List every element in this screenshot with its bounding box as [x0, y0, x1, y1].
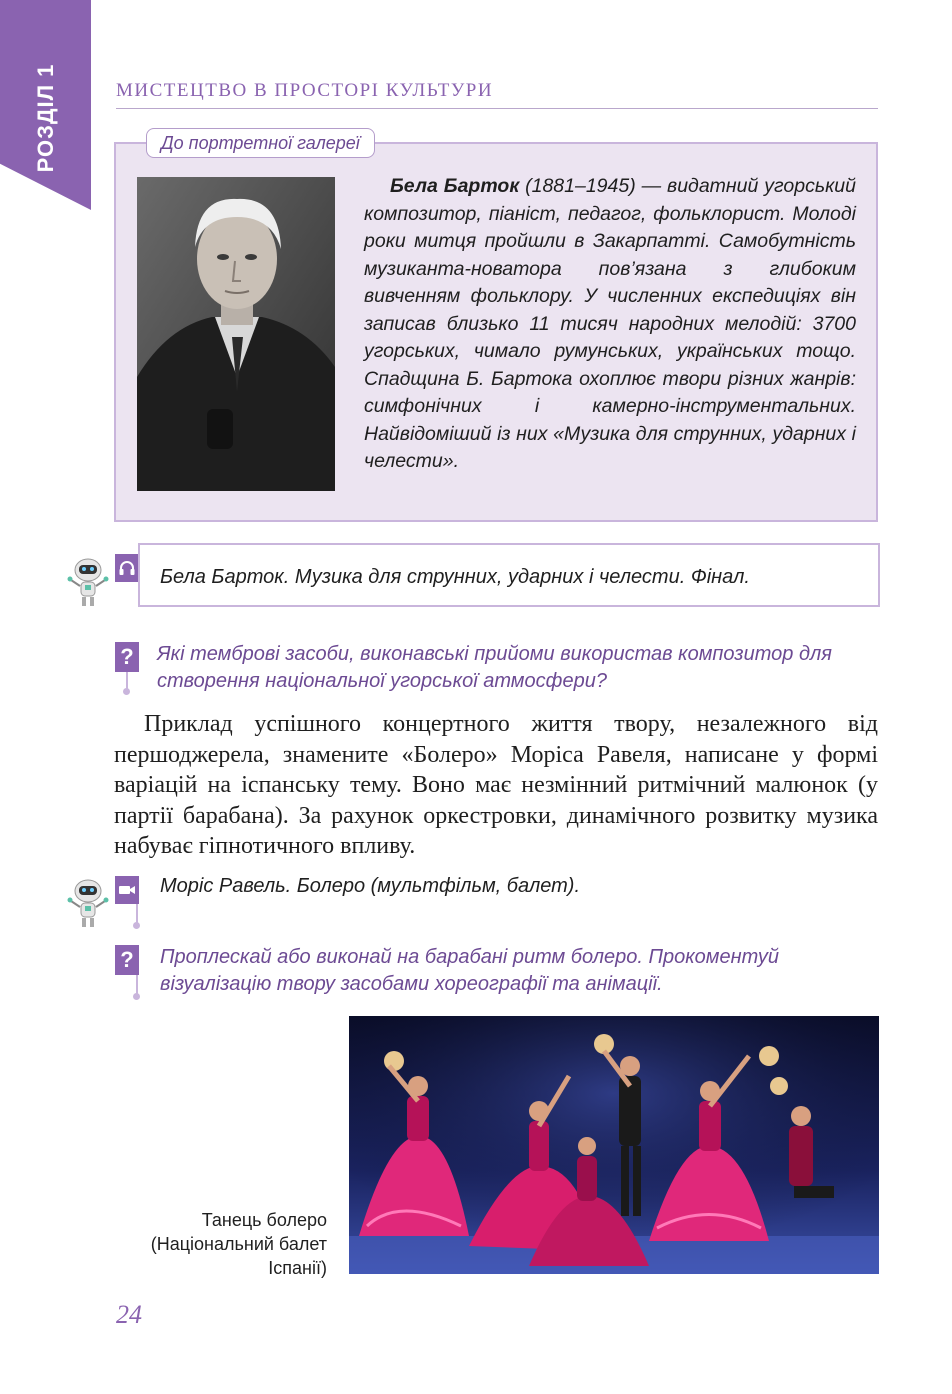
caption-line: Танець болеро [201, 1210, 327, 1230]
portrait-photo [137, 177, 335, 491]
question-1-text: Які темброві засоби, виконавські прийоми використав композитор для створення національної угорської атмосфери? [157, 643, 832, 692]
robot-mascot-icon [66, 877, 110, 929]
video-text: Моріс Равель. Болеро (мультфільм, балет). [160, 875, 580, 897]
robot-mascot-icon [66, 556, 110, 608]
photo-caption [110, 1208, 327, 1280]
question-icon: ? [115, 642, 139, 672]
running-header: МИСТЕЦТВО В ПРОСТОРІ КУЛЬТУРИ [116, 80, 494, 101]
chapter-label: РОЗДІЛ 1 [33, 63, 58, 173]
page-number: 24 [116, 1300, 142, 1329]
question-icon: ? [115, 945, 139, 975]
listening-text: Бела Барток. Музика для струнних, ударних і челести. Фінал. [160, 566, 750, 588]
question-marker-dot [123, 688, 130, 695]
question-2-text: Проплескай або виконай на барабані ритм болеро. Прокоментуй візуалізацію твору засобами хореографії та анімації. [160, 946, 779, 995]
bolero-dance-photo [349, 1016, 879, 1274]
question-marker-dot [133, 993, 140, 1000]
composer-name: Бела Барток [390, 175, 520, 197]
headphones-icon [115, 554, 139, 582]
caption-line: (Національний балет [150, 1234, 327, 1254]
video-marker-dot [133, 922, 140, 929]
question-marker-line [136, 975, 138, 995]
caption-line: Іспанії) [268, 1258, 327, 1278]
body-paragraph: Приклад успішного концертного життя твору, незалежного від першоджерела, знамените «Болеро» Моріса Равеля, написане у формі варіацій на іспанську тему. Воно має незмінний ритмічний малюнок (у партії барабана). За рахунок оркестровки, динамічного розвитку музика набуває гіпнотичного впливу. [114, 711, 878, 859]
header-divider [116, 108, 878, 109]
composer-bio-text: (1881–1945) — видатний угорський композитор, піаніст, педагог, фольклорист. Молоді роки митця пройшли в Закарпатті. Самобутність музиканта-новатора пов’язана з глибоким вивченням фольклору. У численних експедиціях він записав близько 11 тисяч народних мелодій: 3700 угорських, чимало румунських, українських тощо. Спадщина Б. Бартока охоплює твори різних жанрів: симфонічних і камерно-інструментальних. Найвідоміший із них «Музика для струнних, ударних і челести». [364, 175, 856, 472]
gallery-label: До портретної галереї [146, 128, 375, 158]
composer-bio [364, 173, 856, 476]
video-camera-icon [115, 876, 139, 904]
